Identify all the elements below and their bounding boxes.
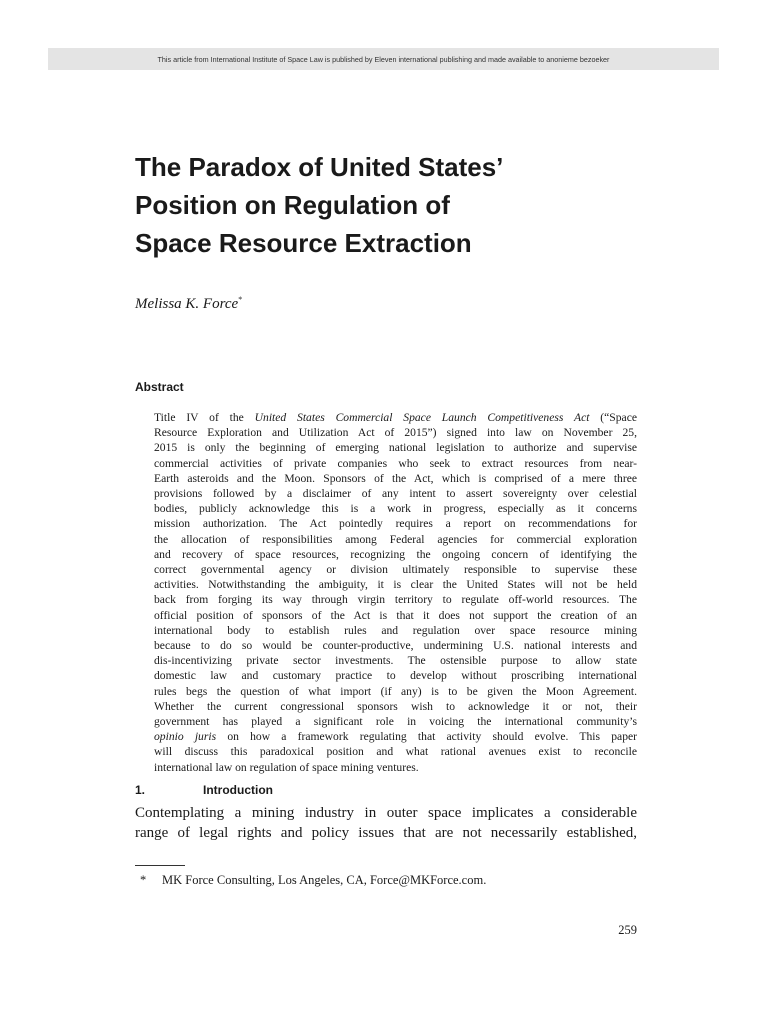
abstract-text: international body to establish rules and regulation over space resource mining [154, 623, 637, 637]
section-title: Introduction [203, 783, 273, 797]
abstract-line [154, 456, 637, 471]
footnote-text: MK Force Consulting, Los Angeles, CA, Force@MKForce.com. [162, 873, 487, 887]
abstract-line [154, 440, 637, 455]
section-heading [135, 782, 273, 798]
footnote-divider [135, 865, 185, 866]
abstract-text: rules begs the question of what import (if any) is to be given the Moon Agreement. [154, 684, 637, 698]
abstract-text: Whether the current congressional sponsors wish to acknowledge it or not, their [154, 699, 637, 713]
abstract-text: because to do so would be counter-productive, undermining U.S. national interests and [154, 639, 637, 653]
abstract-line [154, 577, 637, 592]
section-number: 1. [135, 783, 146, 797]
abstract-text: commercial activities of private companies who seek to extract resources from near- [154, 456, 637, 470]
abstract-line [154, 729, 637, 744]
abstract-text: will discuss this paradoxical position and what rational avenues exist to reconcile [154, 745, 637, 759]
abstract-line [154, 592, 637, 607]
abstract-italic-text: United States Commercial Space Launch Competitiveness Act [254, 411, 590, 424]
abstract-text: bodies, publicly acknowledge this is a work in progress, especially as it concerns [154, 502, 637, 516]
abstract-line [154, 684, 637, 699]
abstract-text: domestic law and customary practice to develop without proscribing international [154, 669, 637, 683]
page-number: 259 [618, 923, 637, 937]
abstract-text: on how a framework regulating that activity should evolve. This paper [216, 730, 637, 744]
abstract-text: Resource Exploration and Utilization Act of 2015”) signed into law on November 25, [154, 426, 637, 440]
abstract-text: dis-incentivizing private sector investments. The ostensible purpose to allow state [154, 654, 637, 668]
article-title-line: Position on Regulation of [135, 190, 450, 220]
abstract-text: Earth asteroids and the Moon. Sponsors of the Act, which is comprised of a mere three [154, 471, 637, 485]
abstract-line [154, 425, 637, 440]
abstract-line [154, 744, 637, 759]
abstract-body [154, 410, 637, 775]
abstract-line [154, 623, 637, 638]
article-title-line: Space Resource Extraction [135, 228, 472, 258]
intro-line: range of legal rights and policy issues that are not necessarily established, [135, 825, 637, 841]
footnote-mark: * [140, 873, 147, 887]
abstract-line [154, 516, 637, 531]
access-banner [48, 48, 719, 70]
abstract-line [154, 608, 637, 623]
author-footnote-mark: * [238, 295, 243, 304]
abstract-text: correct governmental agency or division ultimately responsible to supervise these [154, 563, 637, 577]
abstract-heading: Abstract [135, 380, 184, 394]
abstract-line [154, 760, 637, 775]
abstract-line [154, 668, 637, 683]
abstract-text: 2015 is only the beginning of emerging national legislation to authorize and supervise [154, 441, 637, 455]
abstract-line [154, 410, 637, 425]
abstract-text: Title IV of the [154, 411, 255, 424]
author-line [135, 290, 242, 314]
abstract-text: activities. Notwithstanding the ambiguity, it is clear the United States will not be held [154, 578, 637, 592]
abstract-line [154, 486, 637, 501]
access-banner-text: This article from International Institute of Space Law is published by Eleven international publishing and made available to anonieme bezoeker [157, 54, 610, 64]
abstract-italic-text: opinio juris [154, 730, 217, 744]
abstract-line [154, 532, 637, 547]
abstract-text: (“Space [589, 411, 637, 424]
abstract-text: official position of sponsors of the Act is that it does not support the creation of an [154, 608, 637, 622]
abstract-text: provisions followed by a disclaimer of any intent to assert sovereignty over celestial [154, 487, 637, 501]
abstract-text: the allocation of responsibilities among Federal agencies for commercial exploration [154, 532, 637, 546]
article-title-line: The Paradox of United States’ [135, 152, 504, 182]
intro-paragraph [135, 803, 637, 843]
abstract-line [154, 714, 637, 729]
abstract-line [154, 653, 637, 668]
abstract-text: international law on regulation of space mining ventures. [154, 760, 419, 774]
abstract-line [154, 501, 637, 516]
abstract-line [154, 699, 637, 714]
abstract-text: mission authorization. The Act pointedly requires a report on recommendations for [154, 517, 637, 531]
abstract-text: government has played a significant role in voicing the international community’s [154, 715, 637, 729]
abstract-line [154, 547, 637, 562]
abstract-text: back from forging its way through virgin territory to regulate off-world resources. The [154, 593, 637, 607]
intro-line: Contemplating a mining industry in outer space implicates a considerable [135, 805, 637, 821]
article-title [135, 148, 655, 262]
abstract-line [154, 638, 637, 653]
abstract-text: and recovery of space resources, recognizing the ongoing concern of identifying the [154, 547, 637, 561]
author-name: Melissa K. Force [135, 296, 239, 312]
footnote [140, 872, 486, 888]
abstract-line [154, 562, 637, 577]
abstract-line [154, 471, 637, 486]
